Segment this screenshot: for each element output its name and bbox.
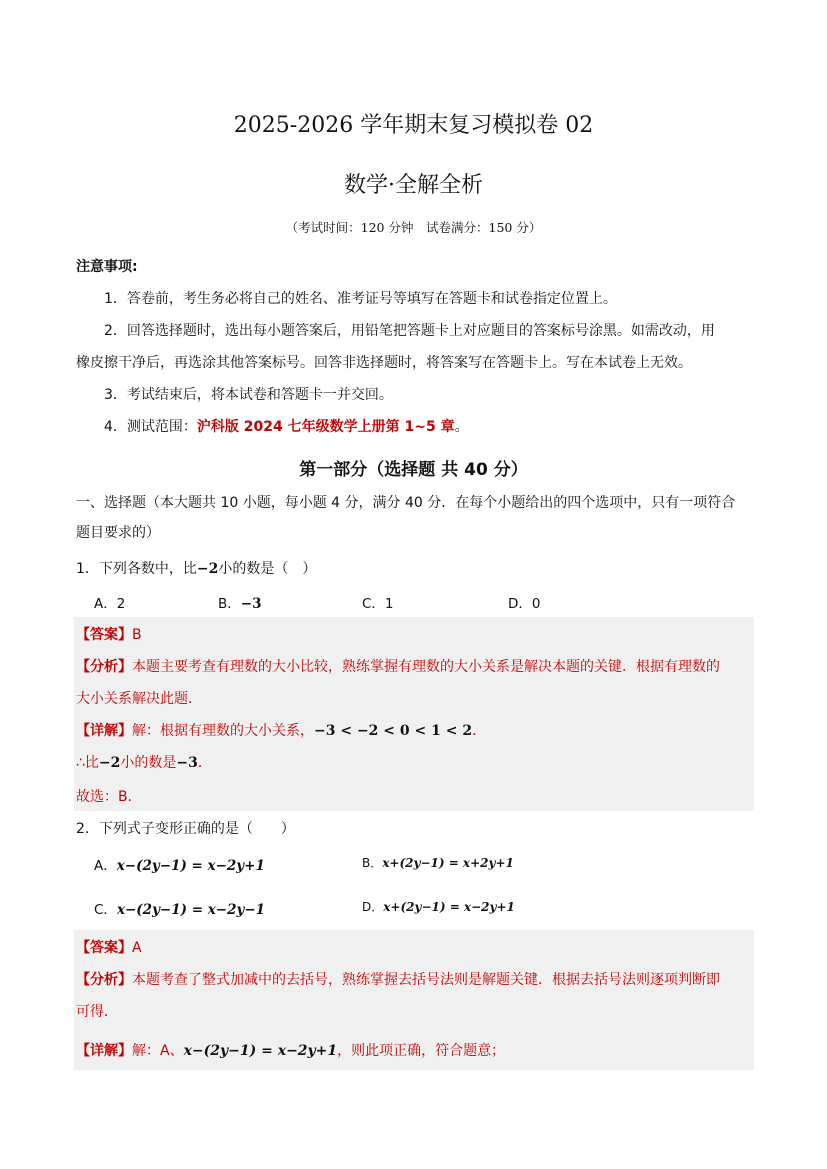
- page-subtitle: 数学·全解全析: [344, 173, 483, 198]
- notes-item-1: 1．答卷前，考生务必将自己的姓名、准考证号等填写在答题卡和试卷指定位置上。: [104, 291, 617, 307]
- q1-detail-text: 解：根据有理数的大小关系，: [132, 723, 314, 739]
- q1-therefore-math-2: −3: [176, 755, 198, 771]
- notes-item-2-line-2: 橡皮擦干净后，再选涂其他答案标号。回答非选择题时，将答案写在答题卡上。写在本试卷上无效。: [76, 355, 692, 371]
- q2-option-b: [362, 854, 514, 871]
- section-title: 第一部分（选择题 共 40 分）: [299, 460, 528, 480]
- q1-option-a: A．2: [94, 596, 126, 612]
- q1-analysis-line-1: [76, 656, 720, 676]
- q1-analysis-text: 本题主要考查有理数的大小比较，熟练掌握有理数的大小关系是解决本题的关键．根据有理数的: [132, 659, 720, 675]
- section-intro-line-1: 一、选择题（本大题共 10 小题，每小题 4 分，满分 40 分．在每个小题给出的四个选项中，只有一项符合: [76, 495, 736, 511]
- q1-therefore: [76, 752, 212, 772]
- q1-therefore-b: 小的数是: [120, 755, 177, 771]
- q1-detail-tag: 【详解】: [76, 723, 132, 739]
- q2-option-d: [362, 898, 515, 915]
- q1-therefore-a: ∴比: [76, 755, 99, 771]
- notes-item-4: [104, 416, 469, 436]
- q1-detail-end: ．: [472, 723, 487, 739]
- q1-option-c: C．1: [362, 596, 394, 612]
- q2-option-b-math: x+(2y−1) = x+2y+1: [382, 856, 514, 870]
- q1-stem-b: 小的数是（ ）: [218, 561, 317, 577]
- q2-option-c: [94, 898, 265, 918]
- q1-stem-a: 1．下列各数中，比: [76, 561, 197, 577]
- notes-heading: 注意事项:: [76, 259, 138, 275]
- q2-analysis-line-2: 可得．: [76, 1004, 118, 1020]
- q2-option-d-label: D．: [362, 900, 384, 914]
- q2-analysis-tag: 【分析】: [76, 972, 132, 988]
- q2-detail-math: x−(2y−1) = x−2y+1: [183, 1043, 338, 1059]
- q2-answer: [76, 937, 142, 957]
- q2-detail: [76, 1040, 505, 1060]
- q2-analysis-line-1: [76, 969, 720, 989]
- q1-option-b-math: −3: [240, 596, 262, 612]
- q1-answer: [76, 624, 142, 644]
- q1-stem-math: −2: [196, 561, 219, 577]
- q2-option-c-math: x−(2y−1) = x−2y−1: [116, 902, 266, 918]
- question-1-stem: [76, 558, 316, 578]
- q2-option-a-math: x−(2y−1) = x−2y+1: [116, 858, 265, 874]
- q2-option-a-label: A．: [94, 858, 117, 874]
- q2-option-b-label: B．: [362, 856, 383, 870]
- q2-option-d-math: x+(2y−1) = x−2y+1: [383, 900, 515, 914]
- question-2-stem: 2．下列式子变形正确的是（ ）: [76, 821, 295, 837]
- q2-detail-b: ，则此项正确，符合题意；: [337, 1043, 506, 1059]
- q2-detail-a: 解：A、: [132, 1043, 184, 1059]
- q1-solution-box: [74, 617, 754, 811]
- exam-info: （考试时间：120 分钟 试卷满分：150 分）: [285, 220, 542, 235]
- q1-analysis-tag: 【分析】: [76, 659, 132, 675]
- q1-analysis-line-2: 大小关系解决此题．: [76, 691, 202, 707]
- q1-therefore-math-1: −2: [98, 755, 121, 771]
- page-title: 2025-2026 学年期末复习模拟卷 02: [233, 113, 594, 138]
- q1-detail: [76, 720, 486, 740]
- test-scope: 沪科版 2024 七年级数学上册第 1~5 章: [196, 419, 455, 435]
- section-intro-line-2: 题目要求的）: [76, 525, 160, 541]
- notes-item-2-line-1: 2．回答选择题时，选出每小题答案后，用铅笔把答题卡上对应题目的答案标号涂黑。如需改动，用: [104, 323, 715, 339]
- q1-answer-tag: 【答案】: [76, 627, 132, 643]
- q1-choice: 故选：B．: [76, 789, 142, 805]
- notes-item-3: 3．考试结束后，将本试卷和答题卡一并交回。: [104, 387, 393, 403]
- notes-item-4-prefix: 4．测试范围：: [104, 419, 197, 435]
- q1-option-d: D．0: [508, 596, 541, 612]
- notes-item-4-suffix: 。: [454, 419, 469, 435]
- q1-detail-math: −3 < −2 < 0 < 1 < 2: [314, 723, 473, 739]
- q1-therefore-end: ．: [197, 755, 212, 771]
- q2-option-c-label: C．: [94, 902, 117, 918]
- q2-detail-tag: 【详解】: [76, 1043, 132, 1059]
- q2-analysis-text: 本题考查了整式加减中的去括号，熟练掌握去括号法则是解题关键．根据去括号法则逐项判断即: [132, 972, 720, 988]
- q2-answer-tag: 【答案】: [76, 940, 132, 956]
- q1-option-b-label: B．: [218, 596, 241, 612]
- q1-option-b: [218, 592, 261, 612]
- q2-answer-value: A: [132, 940, 142, 956]
- q2-option-a: [94, 854, 265, 874]
- q1-answer-value: B: [132, 627, 142, 643]
